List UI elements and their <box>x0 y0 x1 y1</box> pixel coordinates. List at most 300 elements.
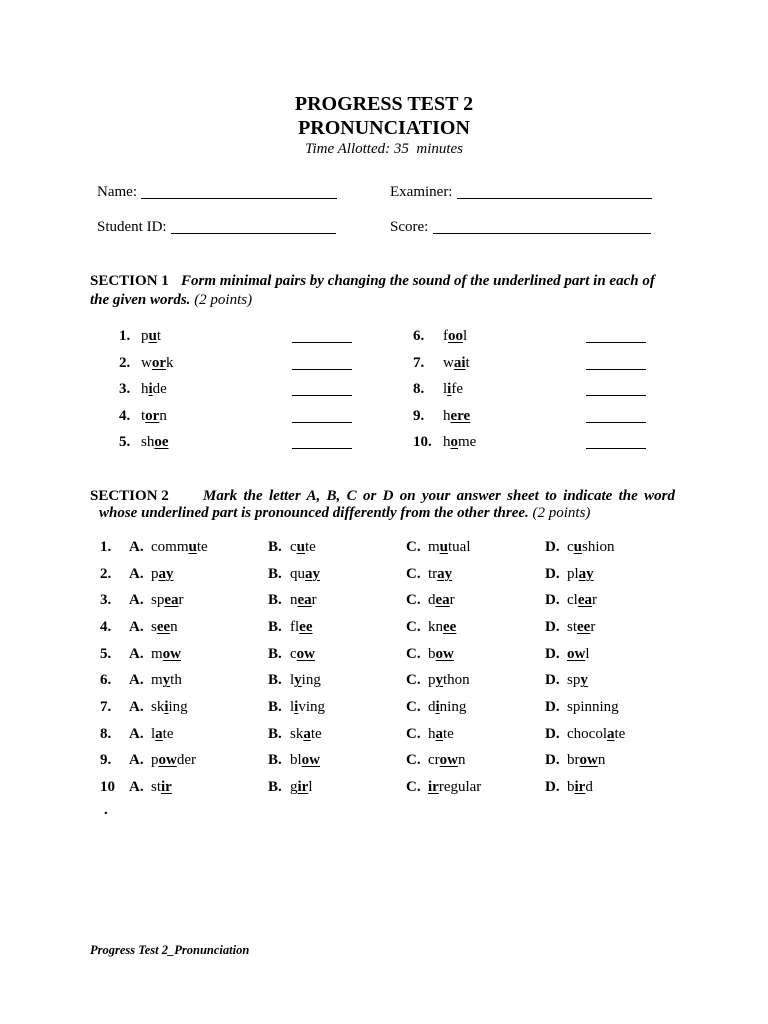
option-word <box>567 646 590 662</box>
item-word <box>443 380 463 398</box>
word-suffix: r <box>449 592 455 609</box>
option-letter: C. <box>406 618 421 635</box>
question-row <box>100 565 660 592</box>
word-prefix: l <box>443 381 448 397</box>
section1-item <box>413 327 653 354</box>
word-suffix: th <box>170 672 182 689</box>
section2-instruction-line2: whose underlined part is pronounced differently from the other three. <box>99 505 529 521</box>
word-suffix: t <box>465 354 470 371</box>
option-letter: D. <box>545 672 560 689</box>
question-number: 9. <box>100 752 112 769</box>
word-suffix: l <box>463 328 468 344</box>
section1-left-column <box>119 327 359 460</box>
item-word <box>141 407 167 425</box>
word-suffix: te <box>162 725 174 742</box>
section1-item <box>413 354 653 381</box>
section2-heading <box>90 487 675 505</box>
word-prefix: c <box>290 539 297 555</box>
underlined-part: i <box>148 381 153 397</box>
word-suffix: der <box>176 752 196 769</box>
underlined-part: ee <box>443 618 457 635</box>
word-prefix: p <box>141 328 149 344</box>
underlined-part: a <box>303 725 311 742</box>
underlined-part: oo <box>448 328 463 344</box>
option-c <box>406 591 455 609</box>
word-suffix: shion <box>582 539 615 555</box>
word-suffix: l <box>308 778 313 795</box>
option-c <box>406 645 454 663</box>
word-suffix: fe <box>451 381 463 397</box>
option-c <box>406 698 466 716</box>
answer-blank <box>292 448 352 449</box>
footer-text: Progress Test 2_Pronunciation <box>90 943 250 957</box>
underlined-part: or <box>151 354 167 371</box>
option-letter: B. <box>268 645 282 662</box>
word-suffix: r <box>311 592 317 609</box>
option-word <box>428 672 470 688</box>
examiner-label: Examiner: <box>390 184 453 200</box>
word-suffix: n <box>170 618 178 635</box>
word-prefix: t <box>141 407 146 424</box>
option-letter: A. <box>129 645 144 662</box>
underlined-part: a <box>435 725 443 742</box>
question-number: 2. <box>100 565 112 582</box>
answer-blank <box>586 342 646 343</box>
word-prefix: sp <box>151 592 165 609</box>
student-id-label: Student ID: <box>97 219 167 235</box>
option-b <box>268 591 317 609</box>
option-word <box>567 592 597 608</box>
word-suffix: t <box>156 328 162 344</box>
option-a <box>129 725 174 743</box>
section1-right-column <box>413 327 653 460</box>
word-prefix: p <box>428 672 436 689</box>
option-word <box>290 646 315 662</box>
option-b <box>268 751 320 769</box>
underlined-part: ay <box>158 565 174 582</box>
item-number: 2. <box>119 354 131 371</box>
option-word <box>151 619 178 635</box>
question-row <box>100 645 660 672</box>
score-label: Score: <box>390 219 429 235</box>
word-prefix: bl <box>290 752 302 769</box>
word-prefix: d <box>428 698 436 715</box>
score-line <box>433 233 651 234</box>
word-suffix: me <box>458 434 477 450</box>
option-letter: A. <box>129 539 144 555</box>
word-prefix: m <box>428 539 440 555</box>
word-prefix: m <box>151 645 163 662</box>
section1-instruction-line2: the given words. <box>90 292 191 308</box>
underlined-part: i <box>447 381 452 397</box>
word-suffix: l <box>585 645 590 662</box>
option-d <box>545 698 619 716</box>
option-b <box>268 778 313 796</box>
option-letter: B. <box>268 539 282 555</box>
option-a <box>129 698 188 716</box>
section2-instruction-line1: Mark the letter A, B, C or D on your answer sheet to indicate the word <box>203 488 675 504</box>
item-word <box>141 354 174 372</box>
word-suffix: thon <box>443 672 470 689</box>
item-word <box>443 327 467 345</box>
section1-instruction-line1: Form minimal pairs by changing the sound of the underlined part in each of <box>181 273 655 289</box>
option-a <box>129 591 184 609</box>
option-word <box>428 539 471 555</box>
option-letter: D. <box>545 565 560 582</box>
word-prefix: kn <box>428 618 443 635</box>
word-prefix: fl <box>290 618 300 635</box>
word-prefix: d <box>428 592 436 609</box>
option-word <box>290 672 321 688</box>
question-row <box>100 698 660 725</box>
word-prefix: h <box>443 407 451 424</box>
underlined-part: ir <box>297 778 309 795</box>
word-prefix: l <box>151 725 156 742</box>
underlined-part: ow <box>162 645 182 662</box>
question-row <box>100 538 660 565</box>
option-d <box>545 591 597 609</box>
option-letter: C. <box>406 778 421 795</box>
underlined-part: ea <box>297 592 312 609</box>
underlined-part: i <box>164 698 169 715</box>
option-word <box>428 699 466 715</box>
item-word <box>141 380 167 398</box>
option-word <box>567 752 605 768</box>
option-word <box>567 672 588 688</box>
option-word <box>151 699 188 715</box>
test-title: PROGRESS TEST 2 <box>294 93 474 115</box>
word-suffix: n <box>458 752 466 769</box>
section1-item <box>119 433 359 460</box>
item-number: 3. <box>119 381 131 397</box>
underlined-part: ir <box>161 778 172 795</box>
test-subtitle: PRONUNCIATION <box>298 117 470 139</box>
option-b <box>268 725 322 743</box>
word-prefix: c <box>567 539 574 555</box>
option-d <box>545 751 605 769</box>
option-letter: A. <box>129 592 144 609</box>
question-number: 4. <box>100 618 112 635</box>
option-word <box>290 592 317 608</box>
option-letter: B. <box>268 778 282 795</box>
underlined-part: y <box>580 672 588 689</box>
option-word <box>567 726 625 742</box>
underlined-part: u <box>296 539 306 555</box>
underlined-part: u <box>148 328 157 344</box>
option-word <box>567 539 615 555</box>
question-number: 5. <box>100 645 112 662</box>
section2-points: (2 points) <box>532 505 591 521</box>
option-b <box>268 618 313 636</box>
question-number-tail: . <box>104 801 108 818</box>
word-prefix: l <box>290 672 295 689</box>
underlined-part: ee <box>156 618 171 635</box>
word-prefix: p <box>151 565 159 582</box>
underlined-part: a <box>155 725 163 742</box>
word-prefix: b <box>428 645 436 662</box>
answer-blank <box>292 395 352 396</box>
item-number: 1. <box>119 328 131 344</box>
option-d <box>545 618 595 636</box>
name-label: Name: <box>97 184 137 200</box>
word-prefix: l <box>290 698 295 715</box>
question-row <box>100 618 660 645</box>
option-d <box>545 538 615 556</box>
option-word <box>428 566 452 582</box>
word-prefix: br <box>567 752 580 769</box>
option-word <box>290 566 320 582</box>
answer-blank <box>292 369 352 370</box>
option-b <box>268 538 316 556</box>
underlined-part: ai <box>453 354 466 371</box>
option-word <box>567 699 619 715</box>
option-word <box>151 646 181 662</box>
underlined-part: y <box>294 672 302 689</box>
item-word <box>443 433 476 451</box>
section1-item <box>119 327 359 354</box>
option-b <box>268 565 320 583</box>
word-prefix: p <box>151 752 159 769</box>
word-prefix: sp <box>567 672 581 689</box>
word-prefix: m <box>151 672 163 689</box>
word-prefix: cr <box>428 752 440 769</box>
item-number: 8. <box>413 381 425 397</box>
word-suffix: te <box>196 539 208 555</box>
word-prefix: b <box>567 778 575 795</box>
name-line <box>141 198 337 199</box>
option-letter: D. <box>545 592 560 609</box>
examiner-line <box>457 198 652 199</box>
underlined-part: ee <box>299 618 313 635</box>
section1-item <box>413 407 653 434</box>
option-word <box>151 566 174 582</box>
underlined-part: ay <box>305 565 320 582</box>
option-letter: B. <box>268 618 282 635</box>
option-d <box>545 565 594 583</box>
underlined-part: or <box>145 407 160 424</box>
section1-item <box>413 433 653 460</box>
item-word <box>443 354 470 372</box>
option-c <box>406 671 470 689</box>
section1-item <box>119 380 359 407</box>
option-b <box>268 671 321 689</box>
section1-item <box>119 354 359 381</box>
item-word <box>141 433 169 451</box>
underlined-part: ere <box>450 407 471 424</box>
option-letter: A. <box>129 725 144 742</box>
option-d <box>545 671 588 689</box>
underlined-part: u <box>573 539 583 555</box>
underlined-part: oe <box>154 434 169 450</box>
answer-blank <box>292 342 352 343</box>
word-prefix: comm <box>151 539 189 555</box>
option-c <box>406 565 452 583</box>
word-prefix: h <box>428 725 436 742</box>
option-word <box>151 779 172 795</box>
option-letter: A. <box>129 618 144 635</box>
option-letter: D. <box>545 539 560 555</box>
word-suffix: tual <box>448 539 471 555</box>
underlined-part: ow <box>567 645 586 662</box>
word-prefix: h <box>141 381 149 397</box>
item-word <box>141 327 161 345</box>
answer-blank <box>586 395 646 396</box>
option-letter: B. <box>268 725 282 742</box>
word-prefix: st <box>567 618 578 635</box>
option-c <box>406 725 454 743</box>
option-word <box>290 752 320 768</box>
option-letter: C. <box>406 752 421 769</box>
option-a <box>129 645 181 663</box>
answer-blank <box>586 422 646 423</box>
underlined-part: ee <box>577 618 591 635</box>
option-letter: D. <box>545 618 560 635</box>
section1-item <box>413 380 653 407</box>
word-prefix: n <box>290 592 298 609</box>
option-word <box>290 699 325 715</box>
option-letter: C. <box>406 565 421 582</box>
underlined-part: ow <box>435 645 454 662</box>
option-word <box>151 672 182 688</box>
underlined-part: u <box>188 539 197 555</box>
word-prefix: cl <box>567 592 578 609</box>
word-suffix: n <box>597 752 606 769</box>
word-prefix: tr <box>428 565 438 582</box>
option-letter: C. <box>406 672 421 689</box>
student-id-line <box>171 233 336 234</box>
option-letter: B. <box>268 698 282 715</box>
time-allotted: Time Allotted: 35 minutes <box>304 141 464 157</box>
item-number: 9. <box>413 407 425 424</box>
option-word <box>151 752 196 768</box>
word-suffix: ing <box>301 672 321 689</box>
section2-questions <box>100 538 660 818</box>
question-row <box>100 725 660 752</box>
word-prefix: g <box>290 778 298 795</box>
word-suffix: d <box>585 778 593 795</box>
word-suffix: k <box>166 354 174 371</box>
word-suffix: ning <box>439 698 467 715</box>
item-number: 5. <box>119 434 131 450</box>
option-word <box>290 539 316 555</box>
option-word <box>428 779 481 795</box>
word-prefix: sk <box>151 698 165 715</box>
option-letter: D. <box>545 645 560 662</box>
option-d <box>545 725 625 743</box>
option-word <box>428 726 454 742</box>
option-a <box>129 618 178 636</box>
option-c <box>406 538 471 556</box>
option-word <box>428 646 454 662</box>
section1-heading-continued <box>90 291 252 309</box>
option-letter: B. <box>268 672 282 689</box>
option-word <box>151 726 174 742</box>
question-row <box>100 591 660 618</box>
underlined-part: ir <box>574 778 586 795</box>
underlined-part: ay <box>437 565 453 582</box>
option-letter: A. <box>129 698 144 715</box>
option-letter: C. <box>406 592 421 609</box>
word-prefix: w <box>141 354 152 371</box>
option-letter: C. <box>406 698 421 715</box>
word-prefix: w <box>443 354 454 371</box>
word-suffix: ving <box>298 698 326 715</box>
option-letter: A. <box>129 778 144 795</box>
word-suffix: regular <box>438 778 482 795</box>
section1-label: SECTION 1 <box>90 273 169 289</box>
underlined-part: ow <box>301 752 321 769</box>
underlined-part: ow <box>439 752 458 769</box>
word-prefix: sk <box>290 725 304 742</box>
option-word <box>428 752 466 768</box>
option-letter: B. <box>268 752 282 769</box>
underlined-part: ow <box>158 752 177 769</box>
option-letter: C. <box>406 725 421 742</box>
word-prefix: st <box>151 778 162 795</box>
section2-heading-continued <box>99 504 590 522</box>
option-word <box>151 539 208 555</box>
option-word <box>290 726 322 742</box>
option-a <box>129 671 182 689</box>
option-word <box>567 779 593 795</box>
word-prefix: c <box>290 645 297 662</box>
option-a <box>129 538 208 556</box>
word-prefix: qu <box>290 565 305 582</box>
word-suffix: te <box>443 725 454 742</box>
underlined-part: u <box>439 539 449 555</box>
underlined-part: i <box>435 698 440 715</box>
word-suffix: n <box>159 407 167 424</box>
item-number: 7. <box>413 354 425 371</box>
section1-item <box>119 407 359 434</box>
option-letter: D. <box>545 778 560 795</box>
word-suffix: r <box>592 592 597 609</box>
underlined-part: ow <box>579 752 598 769</box>
underlined-part: o <box>450 434 458 450</box>
word-suffix: te <box>305 539 316 555</box>
word-prefix: pl <box>567 565 579 582</box>
underlined-part: y <box>162 672 171 689</box>
option-letter: D. <box>545 725 560 742</box>
option-letter: A. <box>129 565 144 582</box>
word-prefix: f <box>443 328 448 344</box>
option-b <box>268 698 325 716</box>
option-a <box>129 751 196 769</box>
answer-blank <box>586 369 646 370</box>
word-prefix: sh <box>141 434 155 450</box>
underlined-part: ea <box>164 592 179 609</box>
question-row <box>100 671 660 698</box>
option-word <box>151 592 184 608</box>
option-a <box>129 565 174 583</box>
option-d <box>545 778 593 796</box>
underlined-part: ir <box>428 778 439 795</box>
option-word <box>567 566 594 582</box>
option-word <box>290 619 313 635</box>
option-word <box>290 779 313 795</box>
section1-points: (2 points) <box>194 292 253 308</box>
option-letter: A. <box>129 672 144 689</box>
item-word <box>443 407 470 425</box>
word-suffix: r <box>178 592 184 609</box>
item-number: 6. <box>413 328 425 344</box>
underlined-part: ow <box>296 645 316 662</box>
question-number: 10 <box>100 778 115 795</box>
word-suffix: te <box>614 725 626 742</box>
option-word <box>428 592 455 608</box>
question-number: 3. <box>100 592 112 609</box>
question-number: 1. <box>100 539 112 555</box>
